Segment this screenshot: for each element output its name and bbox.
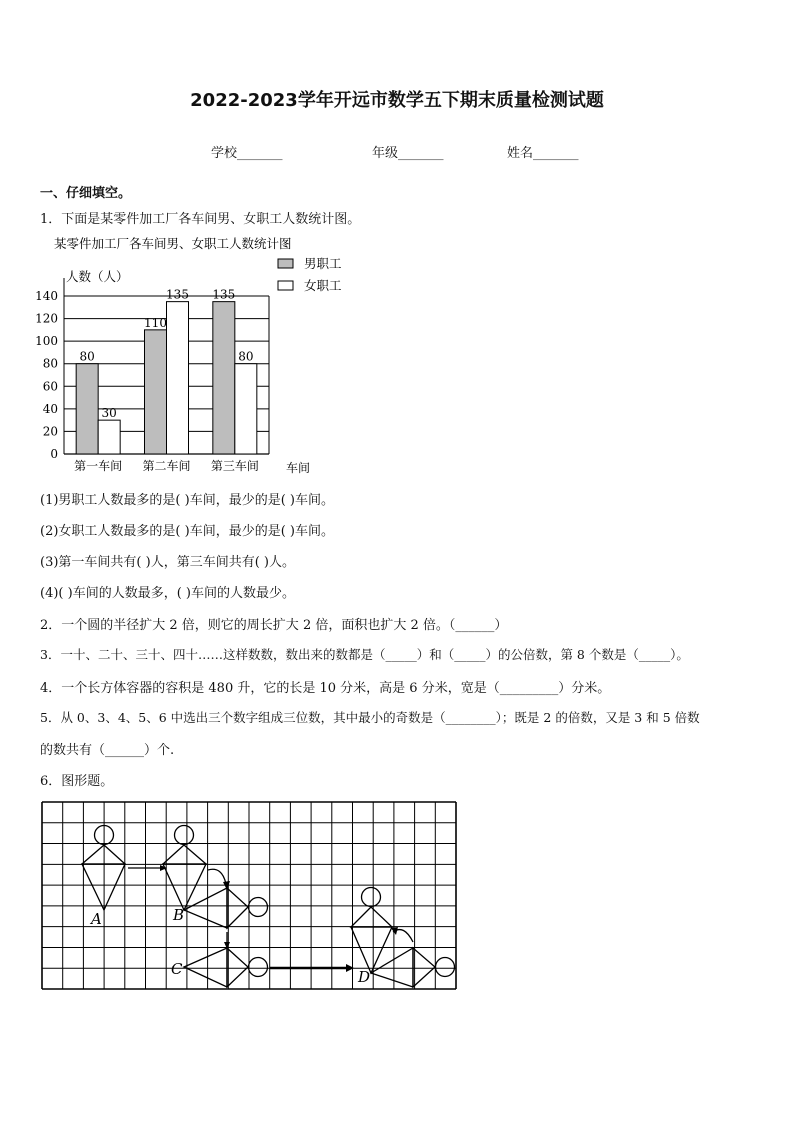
bar-value-label: 135: [166, 287, 189, 302]
figure-c-head: [249, 958, 268, 977]
question-6: 6．图形题。: [40, 774, 114, 789]
figure-d-head: [362, 888, 381, 907]
bar-value-label: 80: [238, 349, 254, 364]
chart-title: 某零件加工厂各车间男、女职工人数统计图: [54, 236, 292, 251]
figure-label-a: A: [91, 910, 102, 928]
question-2: 2．一个圆的半径扩大 2 倍，则它的周长扩大 2 倍，面积也扩大 2 倍。（______）: [40, 618, 508, 633]
name-field: 姓名_______: [507, 146, 579, 161]
x-category-label: 第三车间: [210, 459, 259, 473]
figure-a-top-triangle: [82, 845, 125, 864]
chart-xlabel: 车间: [286, 461, 311, 475]
bar-female: [98, 420, 120, 454]
figure-c-left-triangle: [184, 948, 227, 987]
question-5-line-2: 的数共有（______）个.: [40, 743, 175, 758]
figure-a-bottom-triangle: [82, 864, 125, 910]
figure-b-head: [175, 826, 194, 845]
figure-d-top-triangle: [351, 907, 392, 927]
shape-transformation-figure: [40, 800, 458, 993]
legend-label-male: 男职工: [304, 256, 342, 271]
arrowhead-b-down: [224, 942, 230, 949]
figure-label-b: B: [173, 906, 185, 924]
question-5-line-1: 5．从 0、3、4、5、6 中选出三个数字组成三位数，其中最小的奇数是（________）；既是 2 的倍数，又是 3 和 5 倍数: [40, 710, 700, 725]
figure-b-top-triangle: [163, 845, 206, 864]
figure-c-right-triangle: [227, 948, 248, 987]
question-3: 3．一十、二十、三十、四十……这样数数，数出来的数都是（_____）和（_____）的公倍数，第 8 个数是（_____）。: [40, 647, 689, 662]
figure-b-rotated-left-triangle: [184, 888, 227, 928]
figure-d-rotated-right-triangle: [413, 948, 435, 987]
school-field: 学校_______: [211, 146, 283, 161]
bar-female: [167, 302, 189, 454]
arrowhead-d-rotate: [391, 927, 398, 935]
section-heading: 一、仔细填空。: [40, 186, 132, 201]
legend-label-female: 女职工: [304, 278, 342, 293]
page-title: 2022-2023学年开远市数学五下期末质量检测试题: [190, 90, 604, 111]
x-category-label: 第二车间: [142, 459, 191, 473]
figure-label-c: C: [171, 960, 183, 978]
statistics-chart: [35, 232, 342, 478]
bar-male: [76, 364, 98, 454]
bar-male: [145, 330, 167, 454]
question-1-item-1: (1)男职工人数最多的是( )车间，最少的是( )车间。: [40, 493, 334, 508]
chart-ylabel: 人数（人）: [66, 269, 129, 284]
figure-b-rotated-right-triangle: [227, 888, 248, 928]
bar-value-label: 135: [212, 287, 236, 302]
y-tick-label: 80: [42, 356, 58, 371]
y-tick-label: 20: [42, 424, 58, 439]
question-1-item-3: (3)第一车间共有( )人，第三车间共有( )人。: [40, 555, 295, 570]
figure-label-d: D: [358, 968, 371, 986]
legend-swatch-female: [278, 281, 293, 290]
bar-male: [213, 302, 235, 454]
figure-b-bottom-triangle: [163, 864, 206, 910]
bar-value-label: 80: [79, 349, 95, 364]
figure-d-bottom-triangle: [351, 927, 392, 973]
figure-d-rotated-left-triangle: [371, 948, 413, 987]
figure-b-rotated-head: [249, 898, 268, 917]
question-4: 4．一个长方体容器的容积是 480 升，它的长是 10 分米，高是 6 分米，宽是（_________）分米。: [40, 681, 611, 696]
bar-value-label: 110: [144, 315, 167, 330]
y-tick-label: 100: [35, 334, 58, 349]
y-tick-label: 60: [42, 379, 58, 394]
legend-swatch-male: [278, 259, 293, 268]
y-tick-label: 140: [35, 289, 58, 303]
question-1-item-4: (4)( )车间的人数最多，( )车间的人数最少。: [40, 586, 295, 601]
bar-value-label: 30: [101, 406, 117, 421]
bar-female: [235, 364, 257, 454]
grade-field: 年级_______: [372, 146, 444, 161]
x-category-label: 第一车间: [74, 459, 123, 473]
figure-d-rotated-head: [436, 958, 455, 977]
question-1-prompt: 1．下面是某零件加工厂各车间男、女职工人数统计图。: [40, 212, 361, 227]
y-tick-label: 120: [35, 311, 58, 326]
question-1-item-2: (2)女职工人数最多的是( )车间，最少的是( )车间。: [40, 524, 334, 539]
y-tick-label: 40: [42, 401, 58, 416]
y-tick-label: 0: [50, 447, 58, 461]
arrow-b-rotate: [208, 869, 226, 884]
